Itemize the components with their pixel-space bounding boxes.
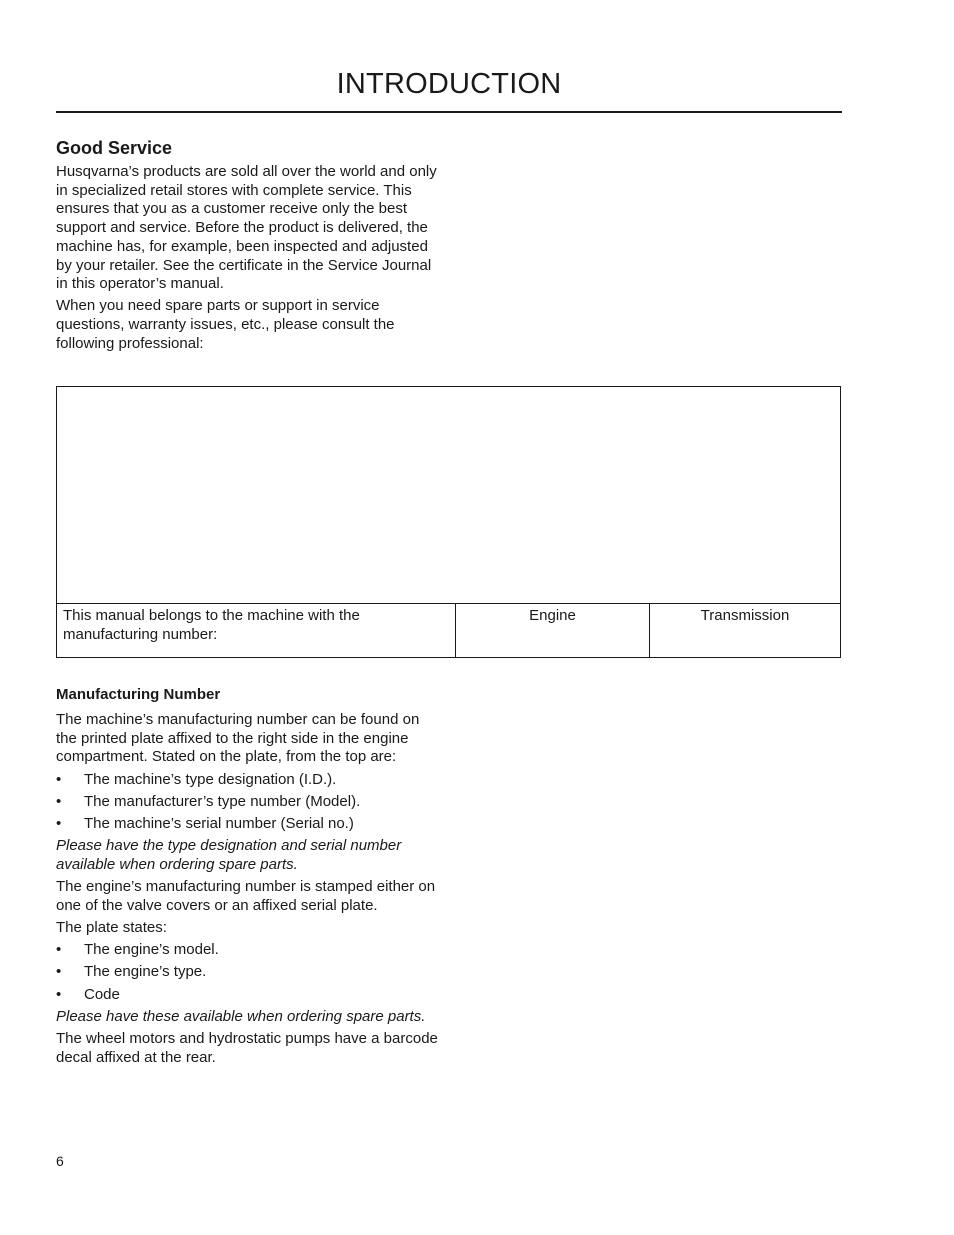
bullet-icon: •	[56, 815, 62, 833]
engine-number-text: The engine’s manufacturing number is stamped either on one of the valve covers or an affixed serial plate.	[56, 878, 436, 914]
list-item: • Code	[56, 985, 120, 1003]
manual-belongs-cell: This manual belongs to the machine with the manufacturing number:	[57, 604, 456, 658]
list-item: • The manufacturer’s type number (Model).	[56, 792, 361, 810]
good-service-section	[56, 137, 438, 357]
spare-parts-note-1: Please have the type designation and serial number available when ordering spare parts.	[56, 837, 402, 873]
list-item: • The engine’s type.	[56, 963, 207, 981]
bullet-icon: •	[56, 985, 62, 1003]
engine-cell: Engine	[456, 604, 650, 658]
list-item: • The engine’s model.	[56, 941, 219, 959]
bullet-icon: •	[56, 963, 62, 981]
plate-states-text: The plate states:	[56, 919, 167, 937]
manufacturing-number-section	[56, 685, 438, 1071]
page-header	[56, 64, 842, 113]
spare-parts-note-2: Please have these available when ordering spare parts.	[56, 1007, 426, 1025]
machine-info-row	[57, 603, 840, 658]
bullet-icon: •	[56, 770, 62, 788]
transmission-cell: Transmission	[700, 607, 790, 624]
dealer-stamp-area	[57, 387, 840, 603]
list-item: • The machine’s serial number (Serial no.)	[56, 815, 354, 833]
page-number: 6	[56, 1153, 64, 1169]
page-title: INTRODUCTION	[336, 68, 562, 100]
good-service-paragraph-2: When you need spare parts or support in service questions, warranty issues, etc., please consult the following professional:	[56, 297, 395, 352]
bullet-icon: •	[56, 792, 62, 810]
good-service-heading: Good Service	[56, 138, 173, 158]
manufacturing-number-intro: The machine’s manufacturing number can be found on the printed plate affixed to the right side in the engine compartment. Stated on the plate, from the top are:	[56, 711, 420, 766]
plate-items-list	[56, 771, 438, 834]
engine-items-list	[56, 941, 438, 1004]
good-service-paragraph-1: Husqvarna’s products are sold all over the world and only in specialized retail stores with complete service. This ensures that you as a customer receive only the best support and service. Before the product is delivered, the machine has, for example, been inspected and adjusted by your retailer. See the certificate in the Service Journal in this operator’s manual.	[56, 163, 437, 293]
barcode-text: The wheel motors and hydrostatic pumps have a barcode decal affixed at the rear.	[56, 1030, 438, 1066]
dealer-info-box	[56, 386, 841, 658]
bullet-icon: •	[56, 941, 62, 959]
manufacturing-number-heading: Manufacturing Number	[56, 686, 221, 703]
list-item: • The machine’s type designation (I.D.).	[56, 770, 337, 788]
